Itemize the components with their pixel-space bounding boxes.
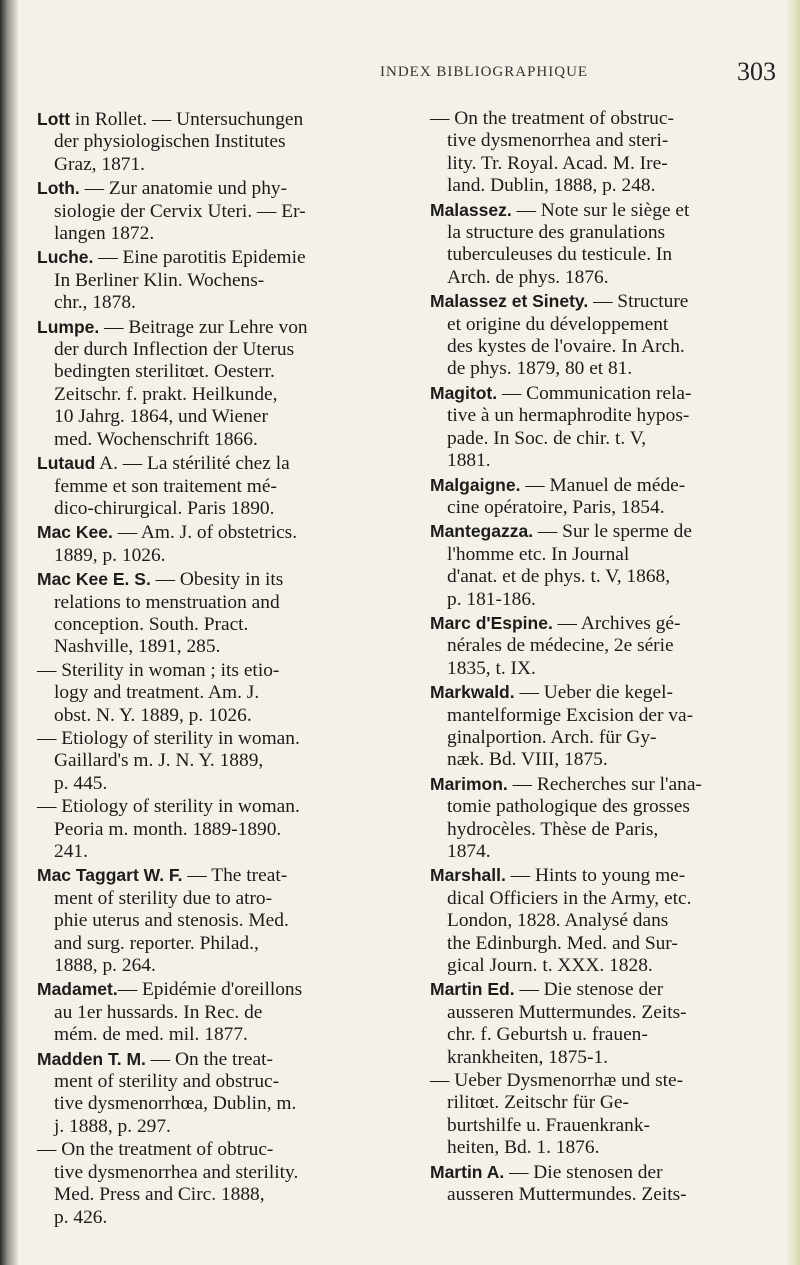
entry-line [37,841,397,863]
entry-line [37,270,397,292]
entry-text: tive dysmenorrhœa, Dublin, m. [54,1093,297,1115]
entry-line [37,201,397,223]
entry-line [430,1002,792,1024]
entry-text: et origine du développement [447,313,669,335]
entry-text: Peoria m. month. 1889-1890. [54,818,282,840]
entry-line [430,773,792,796]
entry-author: Madamet. [37,979,118,1000]
bibliography-entry [37,660,397,727]
entry-author: Malgaigne. [430,474,521,495]
entry-author: Marimon. [430,773,508,794]
entry-text: tive dysmenorrhea and sterility. [54,1161,299,1183]
entry-line [430,1184,792,1206]
entry-line [37,819,397,841]
entry-text: des kystes de l'ovaire. In Arch. [447,336,685,358]
entry-text: — Obesity in its [150,569,284,591]
bibliography-entry [37,978,397,1046]
bibliography-entry [430,474,792,520]
entry-text: — On the treat- [145,1048,273,1070]
entry-line [37,955,397,977]
entry-text: d'anat. et de phys. t. V, 1868, [447,566,671,588]
entry-line [37,498,397,520]
entry-line [430,244,792,266]
entry-text: in Rollet. — Untersuchungen [70,109,304,130]
entry-text: — Structure [588,291,689,313]
entry-text: 1881. [447,450,491,472]
entry-text: 241. [54,841,88,862]
entry-text: p. 445. [54,772,108,794]
entry-text: 1835, t. IX. [447,657,536,679]
entry-line [37,154,397,176]
bibliography-entry [37,177,397,245]
entry-author: Mantegazza. [430,521,534,542]
entry-line [430,819,792,841]
bibliography-entry [37,316,397,451]
entry-text: mantelformige Excision der va- [447,704,694,726]
entry-line [37,568,397,591]
entry-line [37,888,397,910]
entry-text: hydrocèles. Thèse de Paris, [447,818,659,840]
entry-text: Gaillard's m. J. N. Y. 1889, [54,750,264,772]
entry-line [37,750,397,772]
bibliography-entry [430,1161,792,1207]
entry-line [430,175,792,197]
bibliography-entry [430,773,792,864]
entry-text: and surg. reporter. Philad., [54,932,259,954]
entry-text: mém. de med. mil. 1877. [54,1024,248,1046]
entry-line [430,544,792,566]
entry-text: heiten, Bd. 1. 1876. [447,1137,600,1159]
entry-text: conception. South. Pract. [54,613,249,635]
entry-line [430,497,792,519]
entry-author: Malassez. [430,199,512,220]
entry-line [37,452,397,475]
entry-author: Malassez et Sinety. [430,291,589,312]
entry-author: Martin Ed. [430,979,515,1000]
entry-text: — Beitrage zur Lehre von [99,316,308,338]
entry-line [37,108,397,131]
entry-text: the Edinburgh. Med. and Sur- [447,932,678,954]
entry-line [430,1024,792,1046]
bibliography-entry [37,1048,397,1139]
entry-line [37,978,397,1001]
page-header [0,52,800,92]
entry-author: Luche. [37,247,94,268]
entry-line [430,864,792,887]
entry-text: — Sterility in woman ; its etio- [37,659,280,681]
entry-line [37,292,397,314]
entry-text: dico-chirurgical. Paris 1890. [54,497,275,519]
entry-text: gical Journ. t. XXX. 1828. [447,955,653,977]
entry-line [37,1071,397,1093]
entry-text: de phys. 1879, 80 et 81. [447,358,633,380]
entry-text: logy and treatment. Am. J. [54,682,260,704]
entry-line [37,406,397,428]
entry-author: Marc d'Espine. [430,612,553,633]
entry-line [430,1137,792,1159]
entry-line [430,1115,792,1137]
entry-line [430,589,792,611]
entry-line [37,705,397,727]
entry-line [37,910,397,932]
entry-text: næk. Bd. VIII, 1875. [447,749,608,771]
entry-line [430,358,792,380]
bibliography-entry [37,246,397,314]
entry-text: tive dysmenorrhea and steri- [447,130,669,152]
entry-text: burtshilfe u. Frauenkrank- [447,1114,651,1136]
entry-line [37,1093,397,1115]
entry-line [430,1047,792,1069]
page-number: 303 [737,57,776,86]
entry-line [37,429,397,451]
bibliography-entry [430,681,792,772]
entry-line [430,1161,792,1184]
entry-line [430,566,792,588]
entry-line [37,521,397,544]
entry-text: land. Dublin, 1888, p. 248. [447,175,656,197]
entry-line [37,1139,397,1161]
entry-line [430,314,792,336]
entry-line [430,450,792,472]
entry-line [37,728,397,750]
entry-text: langen 1872. [54,223,155,245]
entry-text: dical Officiers in the Army, etc. [447,887,692,909]
entry-line [37,1162,397,1184]
bibliography-entry [37,568,397,659]
entry-line [430,520,792,543]
entry-text: London, 1828. Analysé dans [447,910,669,932]
entry-text: — Die stenosen der [504,1161,663,1183]
entry-line [430,727,792,749]
bibliography-entry [430,612,792,680]
entry-text: relations to menstruation and [54,591,280,613]
entry-author: Lutaud [37,453,96,474]
entry-line [430,658,792,680]
entry-text: p. 181-186. [447,588,536,610]
entry-line [430,749,792,771]
entry-line [37,316,397,339]
entry-text: tomie pathologique des grosses [447,796,690,818]
entry-text: der durch Inflection der Uterus [54,339,295,361]
entry-line [430,336,792,358]
entry-author: Mac Kee. [37,522,113,543]
bibliography-entry [430,520,792,611]
entry-author: Magitot. [430,382,498,403]
entry-text: au 1er hussards. In Rec. de [54,1001,263,1023]
entry-text: med. Wochenschrift 1866. [54,428,258,450]
bibliography-entry [37,108,397,176]
entry-line [37,773,397,795]
entry-text: phie uterus and stenosis. Med. [54,910,289,932]
entry-text: — Recherches sur l'ana- [507,773,702,795]
entry-line [430,1092,792,1114]
entry-line [37,1002,397,1024]
entry-text: Zeitschr. f. prakt. Heilkunde, [54,383,278,405]
entry-text: bedingten sterilitœt. Oesterr. [54,361,275,383]
entry-text: — Archives gé- [552,612,681,634]
entry-author: Mac Kee E. S. [37,569,151,590]
entry-line [37,1207,397,1229]
bibliography-entry [430,199,792,290]
entry-line [37,592,397,614]
entry-line [430,108,792,130]
entry-line [37,1048,397,1071]
entry-author: Mac Taggart W. F. [37,865,183,886]
entry-text: p. 426. [54,1206,108,1228]
entry-text: chr., 1878. [54,292,136,314]
entry-text: tuberculeuses du testicule. In [447,244,673,266]
entry-text: ment of sterility due to atro- [54,887,273,909]
entry-text: cine opératoire, Paris, 1854. [447,496,665,518]
entry-text: 1889, p. 1026. [54,544,166,566]
entry-line [37,545,397,567]
entry-author: Loth. [37,178,80,199]
entry-line [430,681,792,704]
bibliography-entry [37,452,397,520]
entry-line [37,1024,397,1046]
bibliography-entry [430,864,792,977]
entry-text: 1874. [447,841,491,862]
entry-line [37,614,397,636]
entry-line [430,612,792,635]
entry-line [430,153,792,175]
entry-text: pade. In Soc. de chir. t. V, [447,427,647,449]
entry-line [37,1184,397,1206]
entry-text: la structure des granulations [447,222,666,244]
bibliography-entry [37,1139,397,1229]
entry-line [37,1116,397,1138]
entry-author: Madden T. M. [37,1048,146,1069]
entry-text: siologie der Cervix Uteri. — Er- [54,200,306,222]
entry-text: Arch. de phys. 1876. [447,266,609,288]
entry-text: — Hints to young me- [505,865,686,887]
entry-line [37,933,397,955]
entry-text: tive à un hermaphrodite hypos- [447,405,690,427]
entry-text: In Berliner Klin. Wochens- [54,269,265,291]
entry-text: — Ueber Dysmenorrhæ und ste- [430,1070,684,1092]
entry-text: rilitœt. Zeitschr für Ge- [447,1092,629,1114]
entry-text: j. 1888, p. 297. [54,1115,171,1137]
entry-text: chr. f. Geburtsh u. frauen- [447,1024,648,1046]
entry-line [430,130,792,152]
entry-text: — Manuel de méde- [520,474,686,496]
entry-text: femme et son traitement mé- [54,475,277,497]
entry-line [430,267,792,289]
entry-text: Nashville, 1891, 285. [54,636,221,658]
entry-text: Graz, 1871. [54,153,145,175]
entry-text: obst. N. Y. 1889, p. 1026. [54,704,252,726]
running-head: INDEX BIBLIOGRAPHIQUE [380,64,589,80]
entry-text: 1888, p. 264. [54,955,156,977]
entry-author: Markwald. [430,682,515,703]
entry-text: nérales de médecine, 2e série [447,635,674,657]
bibliography-entry [37,728,397,795]
entry-line [430,910,792,932]
entry-text: — Communication rela- [497,382,692,404]
left-column [37,108,397,1230]
entry-text: 10 Jahrg. 1864, und Wiener [54,406,268,428]
entry-line [37,796,397,818]
entry-author: Lott [37,109,71,129]
entry-line [430,955,792,977]
entry-line [37,660,397,682]
entry-text: A. — La stérilité chez la [95,453,290,475]
entry-text: der physiologischen Institutes [54,131,286,153]
entry-text: — Ueber die kegel- [514,682,673,704]
entry-text: — Sur le sperme de [533,521,692,543]
right-column [430,108,792,1208]
entry-author: Marshall. [430,865,506,886]
entry-line [37,131,397,153]
entry-author: Lumpe. [37,316,100,337]
entry-text: lity. Tr. Royal. Acad. M. Ire- [447,152,668,174]
entry-line [37,223,397,245]
entry-line [430,382,792,405]
entry-line [430,888,792,910]
entry-line [430,199,792,222]
bibliography-entry [430,382,792,473]
entry-line [37,246,397,269]
entry-text: ment of sterility and obstruc- [54,1071,280,1093]
entry-line [37,864,397,887]
entry-text: — Die stenose der [514,979,664,1001]
entry-line [37,476,397,498]
entry-text: krankheiten, 1875-1. [447,1046,609,1068]
entry-line [430,290,792,313]
entry-text: ausseren Muttermundes. Zeits- [447,1001,687,1023]
entry-line [37,339,397,361]
entry-text: — Zur anatomie und phy- [79,178,288,200]
entry-line [37,177,397,200]
entry-line [430,705,792,727]
entry-line [37,384,397,406]
entry-text: — Etiology of sterility in woman. [37,727,300,749]
bibliography-entry [37,864,397,977]
entry-text: — On the treatment of obtruc- [37,1139,274,1161]
entry-text: ginalportion. Arch. für Gy- [447,726,657,748]
entry-line [430,978,792,1001]
bibliography-entry [430,978,792,1069]
entry-line [430,635,792,657]
page-gutter-shadow [0,0,18,1265]
entry-line [430,428,792,450]
entry-text: — The treat- [182,865,288,887]
entry-text: ausseren Muttermundes. Zeits- [447,1184,687,1206]
entry-text: — On the treatment of obstruc- [430,108,674,129]
entry-line [37,636,397,658]
entry-text: — Am. J. of obstetrics. [112,522,298,544]
entry-line [430,796,792,818]
entry-text: l'homme etc. In Journal [447,543,630,565]
entry-line [430,1070,792,1092]
entry-line [430,474,792,497]
bibliography-entry [430,1070,792,1160]
bibliography-entry [430,108,792,198]
entry-text: — Etiology of sterility in woman. [37,796,300,818]
entry-line [37,682,397,704]
entry-text: Med. Press and Circ. 1888, [54,1184,265,1206]
entry-text: — Note sur le siège et [511,199,690,221]
entry-text: — Eine parotitis Epidemie [93,247,306,269]
entry-line [37,361,397,383]
bibliography-entry [37,796,397,863]
entry-line [430,222,792,244]
entry-text: — Epidémie d'oreillons [117,979,303,1001]
bibliography-entry [430,290,792,381]
entry-author: Martin A. [430,1161,505,1182]
entry-line [430,933,792,955]
entry-line [430,405,792,427]
entry-line [430,841,792,863]
bibliography-entry [37,521,397,567]
